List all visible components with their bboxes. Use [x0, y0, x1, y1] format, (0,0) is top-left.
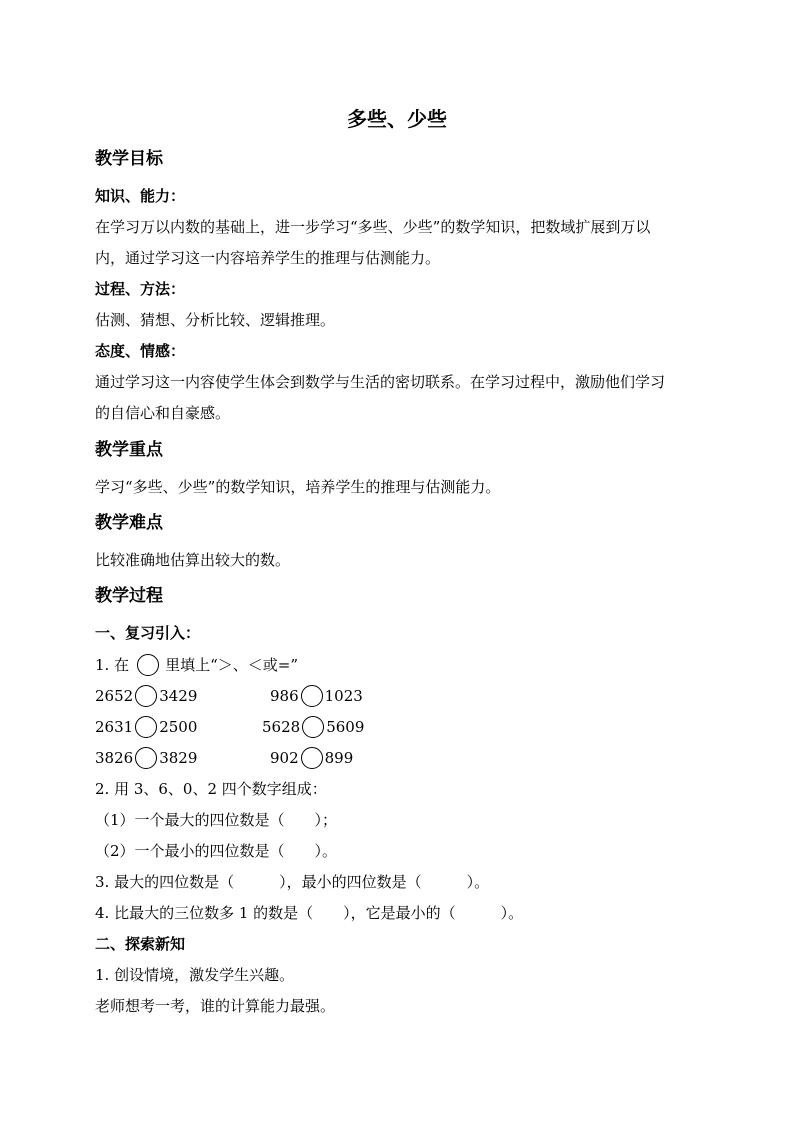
- comparison-right-number: 2500: [159, 718, 198, 736]
- goals-heading: 教学目标: [95, 149, 163, 169]
- comparison-left-number: 2631: [95, 718, 134, 736]
- comparison-row: [270, 747, 353, 769]
- comparison-row: [95, 685, 197, 707]
- process-text: 估测、猜想、分析比较、逻辑推理。: [95, 311, 336, 329]
- question-2: 2. 用 3、6、0、2 四个数字组成：: [95, 780, 327, 798]
- question-2-part-2: （2）一个最小的四位数是（ ）。: [95, 842, 338, 860]
- comparison-left-number: 5628: [262, 718, 301, 736]
- question-3: 3. 最大的四位数是（ ），最小的四位数是（ ）。: [95, 873, 490, 891]
- attitude-heading: 态度、情感：: [95, 342, 186, 360]
- explore-heading: 二、探索新知: [95, 935, 186, 953]
- comparison-circle[interactable]: [135, 716, 157, 738]
- comparison-circle[interactable]: [301, 685, 323, 707]
- difficult-points-heading: 教学难点: [95, 513, 163, 533]
- comparison-right-number: 5609: [326, 718, 365, 736]
- key-points-heading: 教学重点: [95, 440, 163, 460]
- comparison-right-number: 899: [324, 749, 354, 767]
- procedure-heading: 教学过程: [95, 586, 163, 606]
- question-1: [95, 654, 298, 676]
- question-1-suffix: 里填上“＞、＜或=”: [165, 656, 298, 674]
- knowledge-heading: 知识、能力：: [95, 187, 186, 205]
- attitude-line-1: 通过学习这一内容使学生体会到数学与生活的密切联系。在学习过程中，激励他们学习: [95, 373, 666, 391]
- question-1-prefix: 1. 在: [95, 656, 130, 674]
- difficult-points-text: 比较准确地估算出较大的数。: [95, 551, 291, 569]
- key-points-text: 学习“多些、少些”的数学知识，培养学生的推理与估测能力。: [95, 478, 501, 496]
- explore-step-1: 1. 创设情境，激发学生兴趣。: [95, 966, 295, 984]
- comparison-circle: [137, 654, 159, 676]
- process-heading: 过程、方法：: [95, 280, 186, 298]
- comparison-circle[interactable]: [302, 716, 324, 738]
- comparison-circle[interactable]: [135, 685, 157, 707]
- knowledge-line-2: 内，通过学习这一内容培养学生的推理与估测能力。: [95, 249, 441, 267]
- review-heading: 一、复习引入：: [95, 624, 201, 642]
- comparison-left-number: 986: [270, 687, 299, 705]
- comparison-right-number: 3429: [159, 687, 198, 705]
- question-4: 4. 比最大的三位数多 1 的数是（ ），它是最小的（ ）。: [95, 904, 524, 922]
- knowledge-line-1: 在学习万以内数的基础上，进一步学习“多些、少些”的数学知识，把数域扩展到万以: [95, 218, 651, 236]
- comparison-right-number: 1023: [324, 687, 363, 705]
- comparison-left-number: 3826: [95, 749, 134, 767]
- comparison-row: [95, 716, 197, 738]
- comparison-right-number: 3829: [159, 749, 198, 767]
- comparison-circle[interactable]: [135, 747, 157, 769]
- explore-step-2: 老师想考一考，谁的计算能力最强。: [95, 997, 336, 1015]
- question-2-part-1: （1）一个最大的四位数是（ ）；: [95, 811, 338, 829]
- comparison-row: [270, 685, 363, 707]
- comparison-row: [262, 716, 364, 738]
- comparison-left-number: 2652: [95, 687, 134, 705]
- page-title: 多些、少些: [347, 107, 447, 131]
- comparison-circle[interactable]: [301, 747, 323, 769]
- comparison-row: [95, 747, 197, 769]
- comparison-left-number: 902: [270, 749, 299, 767]
- attitude-line-2: 的自信心和自豪感。: [95, 404, 231, 422]
